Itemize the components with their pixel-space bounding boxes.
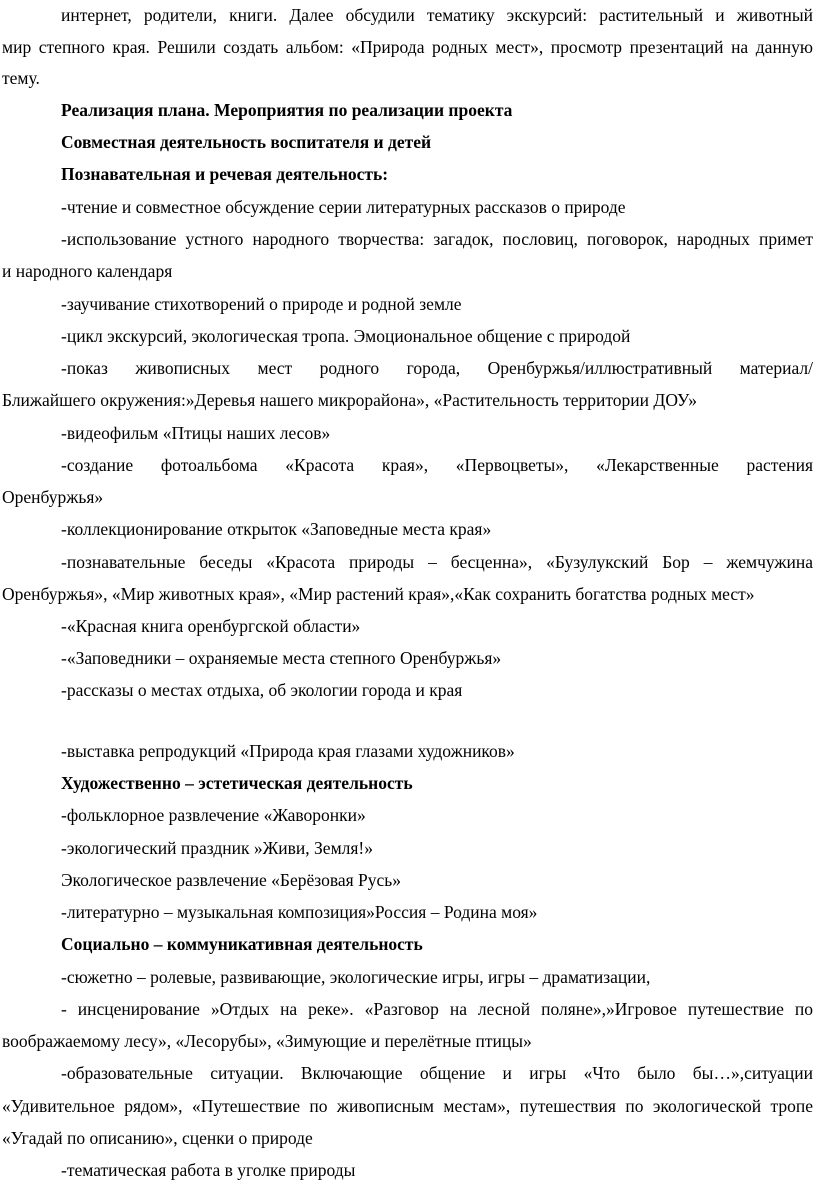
paragraph-line: мир степного края. Решили создать альбом: «Природа родных мест», просмотр презентаций на данную bbox=[2, 37, 813, 57]
list-item-continuation: и народного календаря bbox=[2, 261, 173, 281]
list-item: -рассказы о местах отдыха, об экологии города и края bbox=[61, 680, 463, 700]
list-item-continuation: Оренбуржья», «Мир животных края», «Мир растений края»,«Как сохранить богатства родных мест» bbox=[2, 584, 755, 604]
section-heading: Социально – коммуникативная деятельность bbox=[61, 934, 423, 954]
list-item: -«Красная книга оренбургской области» bbox=[61, 616, 361, 636]
list-item: -создание фотоальбома «Красота края», «Первоцветы», «Лекарственные растения bbox=[61, 455, 813, 475]
list-item: -образовательные ситуации. Включающие общение и игры «Что было бы…»,ситуации bbox=[61, 1063, 813, 1083]
list-item-continuation: «Удивительное рядом», «Путешествие по живописным местам», путешествия по экологической тропе bbox=[2, 1096, 813, 1116]
list-item: - инсценирование »Отдых на реке». «Разговор на лесной поляне»,»Игровое путешествие по bbox=[61, 999, 813, 1019]
list-item-continuation: «Угадай по описанию», сценки о природе bbox=[2, 1128, 313, 1148]
list-item: -показ живописных мест родного города, Оренбуржья/иллюстративный материал/ bbox=[61, 358, 813, 378]
list-item: -фольклорное развлечение «Жаворонки» bbox=[61, 805, 366, 825]
list-item: -выставка репродукций «Природа края глазами художников» bbox=[61, 741, 515, 761]
section-heading: Художественно – эстетическая деятельность bbox=[61, 773, 413, 793]
list-item: -«Заповедники – охраняемые места степного Оренбуржья» bbox=[61, 648, 502, 668]
list-item-continuation: Оренбуржья» bbox=[2, 487, 104, 507]
list-item-continuation: Ближайшего окружения:»Деревья нашего микрорайона», «Растительность территории ДОУ» bbox=[2, 390, 698, 410]
list-item: -литературно – музыкальная композиция»Россия – Родина моя» bbox=[61, 902, 538, 922]
section-heading: Совместная деятельность воспитателя и детей bbox=[61, 132, 432, 152]
list-item: -использование устного народного творчества: загадок, пословиц, поговорок, народных примет bbox=[61, 229, 813, 249]
list-item-continuation: воображаемому лесу», «Лесорубы», «Зимующие и перелётные птицы» bbox=[2, 1031, 532, 1051]
list-item: -видеофильм «Птицы наших лесов» bbox=[61, 423, 331, 443]
list-item: -заучивание стихотворений о природе и родной земле bbox=[61, 294, 462, 314]
list-item: -чтение и совместное обсуждение серии литературных рассказов о природе bbox=[61, 197, 626, 217]
list-item: -сюжетно – ролевые, развивающие, экологические игры, игры – драматизации, bbox=[61, 967, 651, 987]
section-heading: Реализация плана. Мероприятия по реализации проекта bbox=[61, 100, 513, 120]
list-item: -познавательные беседы «Красота природы – бесценна», «Бузулукский Бор – жемчужина bbox=[61, 552, 813, 572]
list-item: -экологический праздник »Живи, Земля!» bbox=[61, 838, 374, 858]
section-heading: Познавательная и речевая деятельность: bbox=[61, 164, 389, 184]
paragraph-line: тему. bbox=[2, 68, 40, 88]
list-item: Экологическое развлечение «Берёзовая Русь» bbox=[61, 870, 402, 890]
list-item: -тематическая работа в уголке природы bbox=[61, 1160, 356, 1180]
list-item: -коллекционирование открыток «Заповедные места края» bbox=[61, 519, 492, 539]
list-item: -цикл экскурсий, экологическая тропа. Эмоциональное общение с природой bbox=[61, 326, 631, 346]
paragraph-line: интернет, родители, книги. Далее обсудили тематику экскурсий: растительный и животный bbox=[61, 5, 813, 25]
